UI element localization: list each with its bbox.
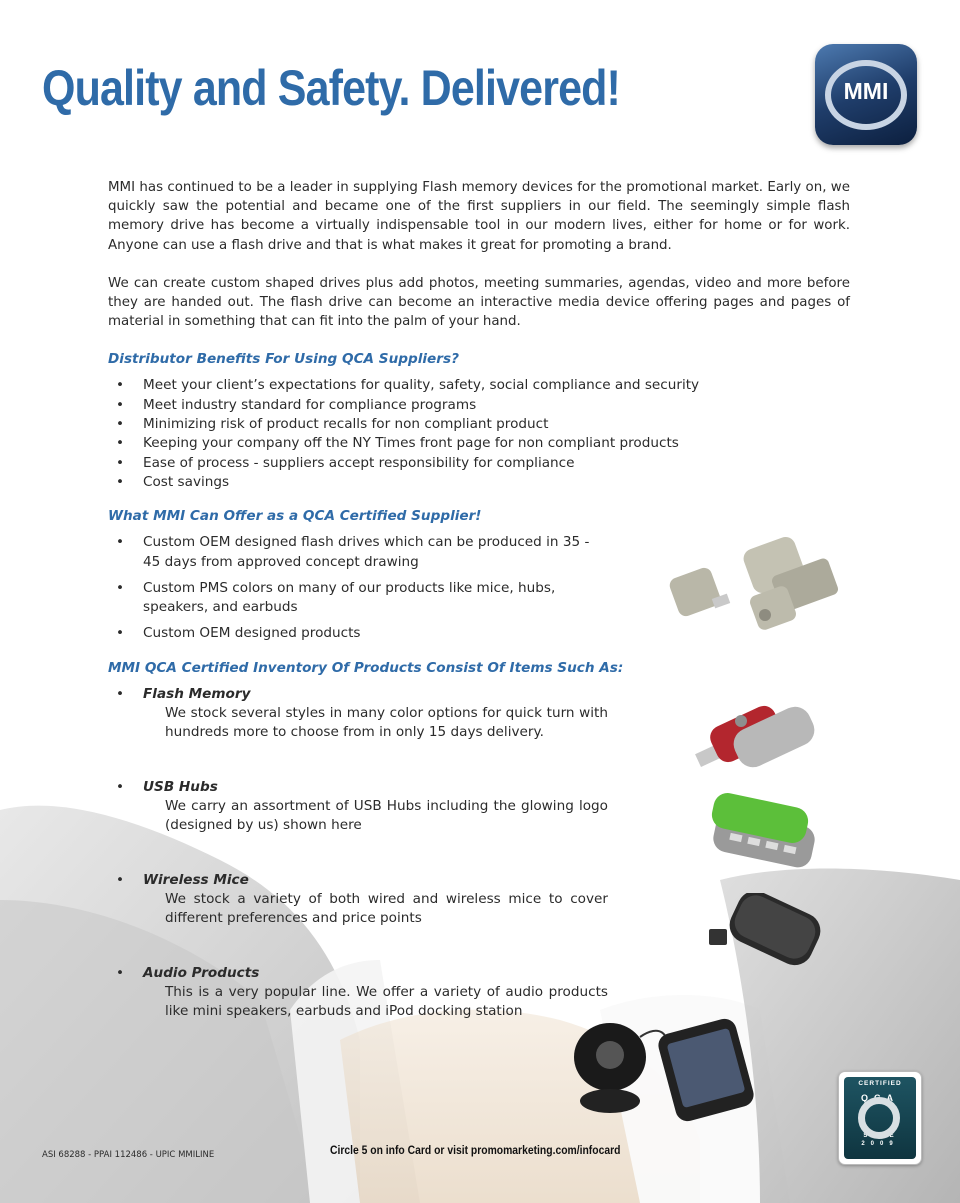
badge-letters: QCA <box>861 1093 899 1103</box>
intro-paragraph: MMI has continued to be a leader in supplying Flash memory devices for the promotional market. Early on, we quickly saw the potential and became one of the first suppliers in our field. The seemingly simple flash memory drive has become a virtually indispensable tool in our modern lives, either for home or for work. Anyone can use a flash drive and that is what makes it great for promoting a brand. <box>108 180 850 253</box>
product-name: • Audio Products <box>143 964 260 981</box>
product-description: This is a very popular line. We offer a variety of audio products like mini speakers, earbuds and iPod docking station <box>165 983 608 1020</box>
list-item: • Custom OEM designed flash drives which can be produced in 35 - 45 days from approved concept drawing <box>108 533 608 572</box>
product-item-usb-hubs <box>108 778 608 871</box>
usb-hub-image <box>706 790 822 874</box>
benefits-heading: Distributor Benefits For Using QCA Suppliers? <box>108 351 459 368</box>
badge-year: 2009 <box>861 1141 899 1147</box>
mmi-logo-text: MMI <box>843 78 889 104</box>
footer-info-card-link: Circle 5 on info Card or visit promomarketing.com/infocard <box>330 1145 621 1157</box>
qca-certified-badge <box>838 1071 922 1165</box>
list-item: • Keeping your company off the NY Times front page for non compliant products <box>108 434 850 453</box>
list-item: • Cost savings <box>108 473 850 492</box>
benefits-list <box>108 376 850 492</box>
product-item-flash-memory <box>108 685 608 778</box>
q-icon <box>858 1097 900 1139</box>
list-item: • Custom PMS colors on many of our products like mice, hubs, speakers, and earbuds <box>108 579 608 618</box>
list-item: • Meet industry standard for compliance programs <box>108 396 850 415</box>
footer-ids: ASI 68288 - PPAI 112486 - UPIC MMILINE <box>42 1150 215 1160</box>
list-item: • Ease of process - suppliers accept responsibility for compliance <box>108 454 850 473</box>
product-name: • Flash Memory <box>143 685 251 702</box>
product-description: We carry an assortment of USB Hubs including the glowing logo (designed by us) shown here <box>165 797 608 834</box>
product-description: We stock several styles in many color options for quick turn with hundreds more to choose from in only 15 days delivery. <box>165 704 608 741</box>
list-item: • Minimizing risk of product recalls for non compliant product <box>108 415 850 434</box>
badge-since-text: SINCE <box>863 1133 897 1139</box>
product-item-wireless-mice <box>108 871 608 964</box>
list-item: • Custom OEM designed products <box>108 624 608 643</box>
inventory-heading: MMI QCA Certified Inventory Of Products Consist Of Items Such As: <box>108 659 624 676</box>
list-item: • Meet your client’s expectations for quality, safety, social compliance and security <box>108 376 850 395</box>
bolt-flash-drives-image <box>665 530 855 635</box>
swivel-flash-drive-image <box>693 697 823 775</box>
product-item-audio-products <box>108 964 608 1024</box>
product-name: • Wireless Mice <box>143 871 249 888</box>
product-name: • USB Hubs <box>143 778 218 795</box>
badge-certified-text: CERTIFIED <box>858 1080 902 1087</box>
product-description: We stock a variety of both wired and wireless mice to cover different preferences and price points <box>165 890 608 927</box>
page-title: Quality and Safety. Delivered! <box>42 60 620 116</box>
intro-paragraph: We can create custom shaped drives plus add photos, meeting summaries, agendas, video and more before they are handed out. The flash drive can become an interactive media device offering pages and pages of material in something that can fit into the palm of your hand. <box>108 275 850 330</box>
wireless-mouse-image <box>705 893 823 973</box>
offers-heading: What MMI Can Offer as a QCA Certified Supplier! <box>108 508 482 525</box>
mmi-logo <box>815 44 917 145</box>
speaker-and-iphone-image <box>570 1015 770 1125</box>
